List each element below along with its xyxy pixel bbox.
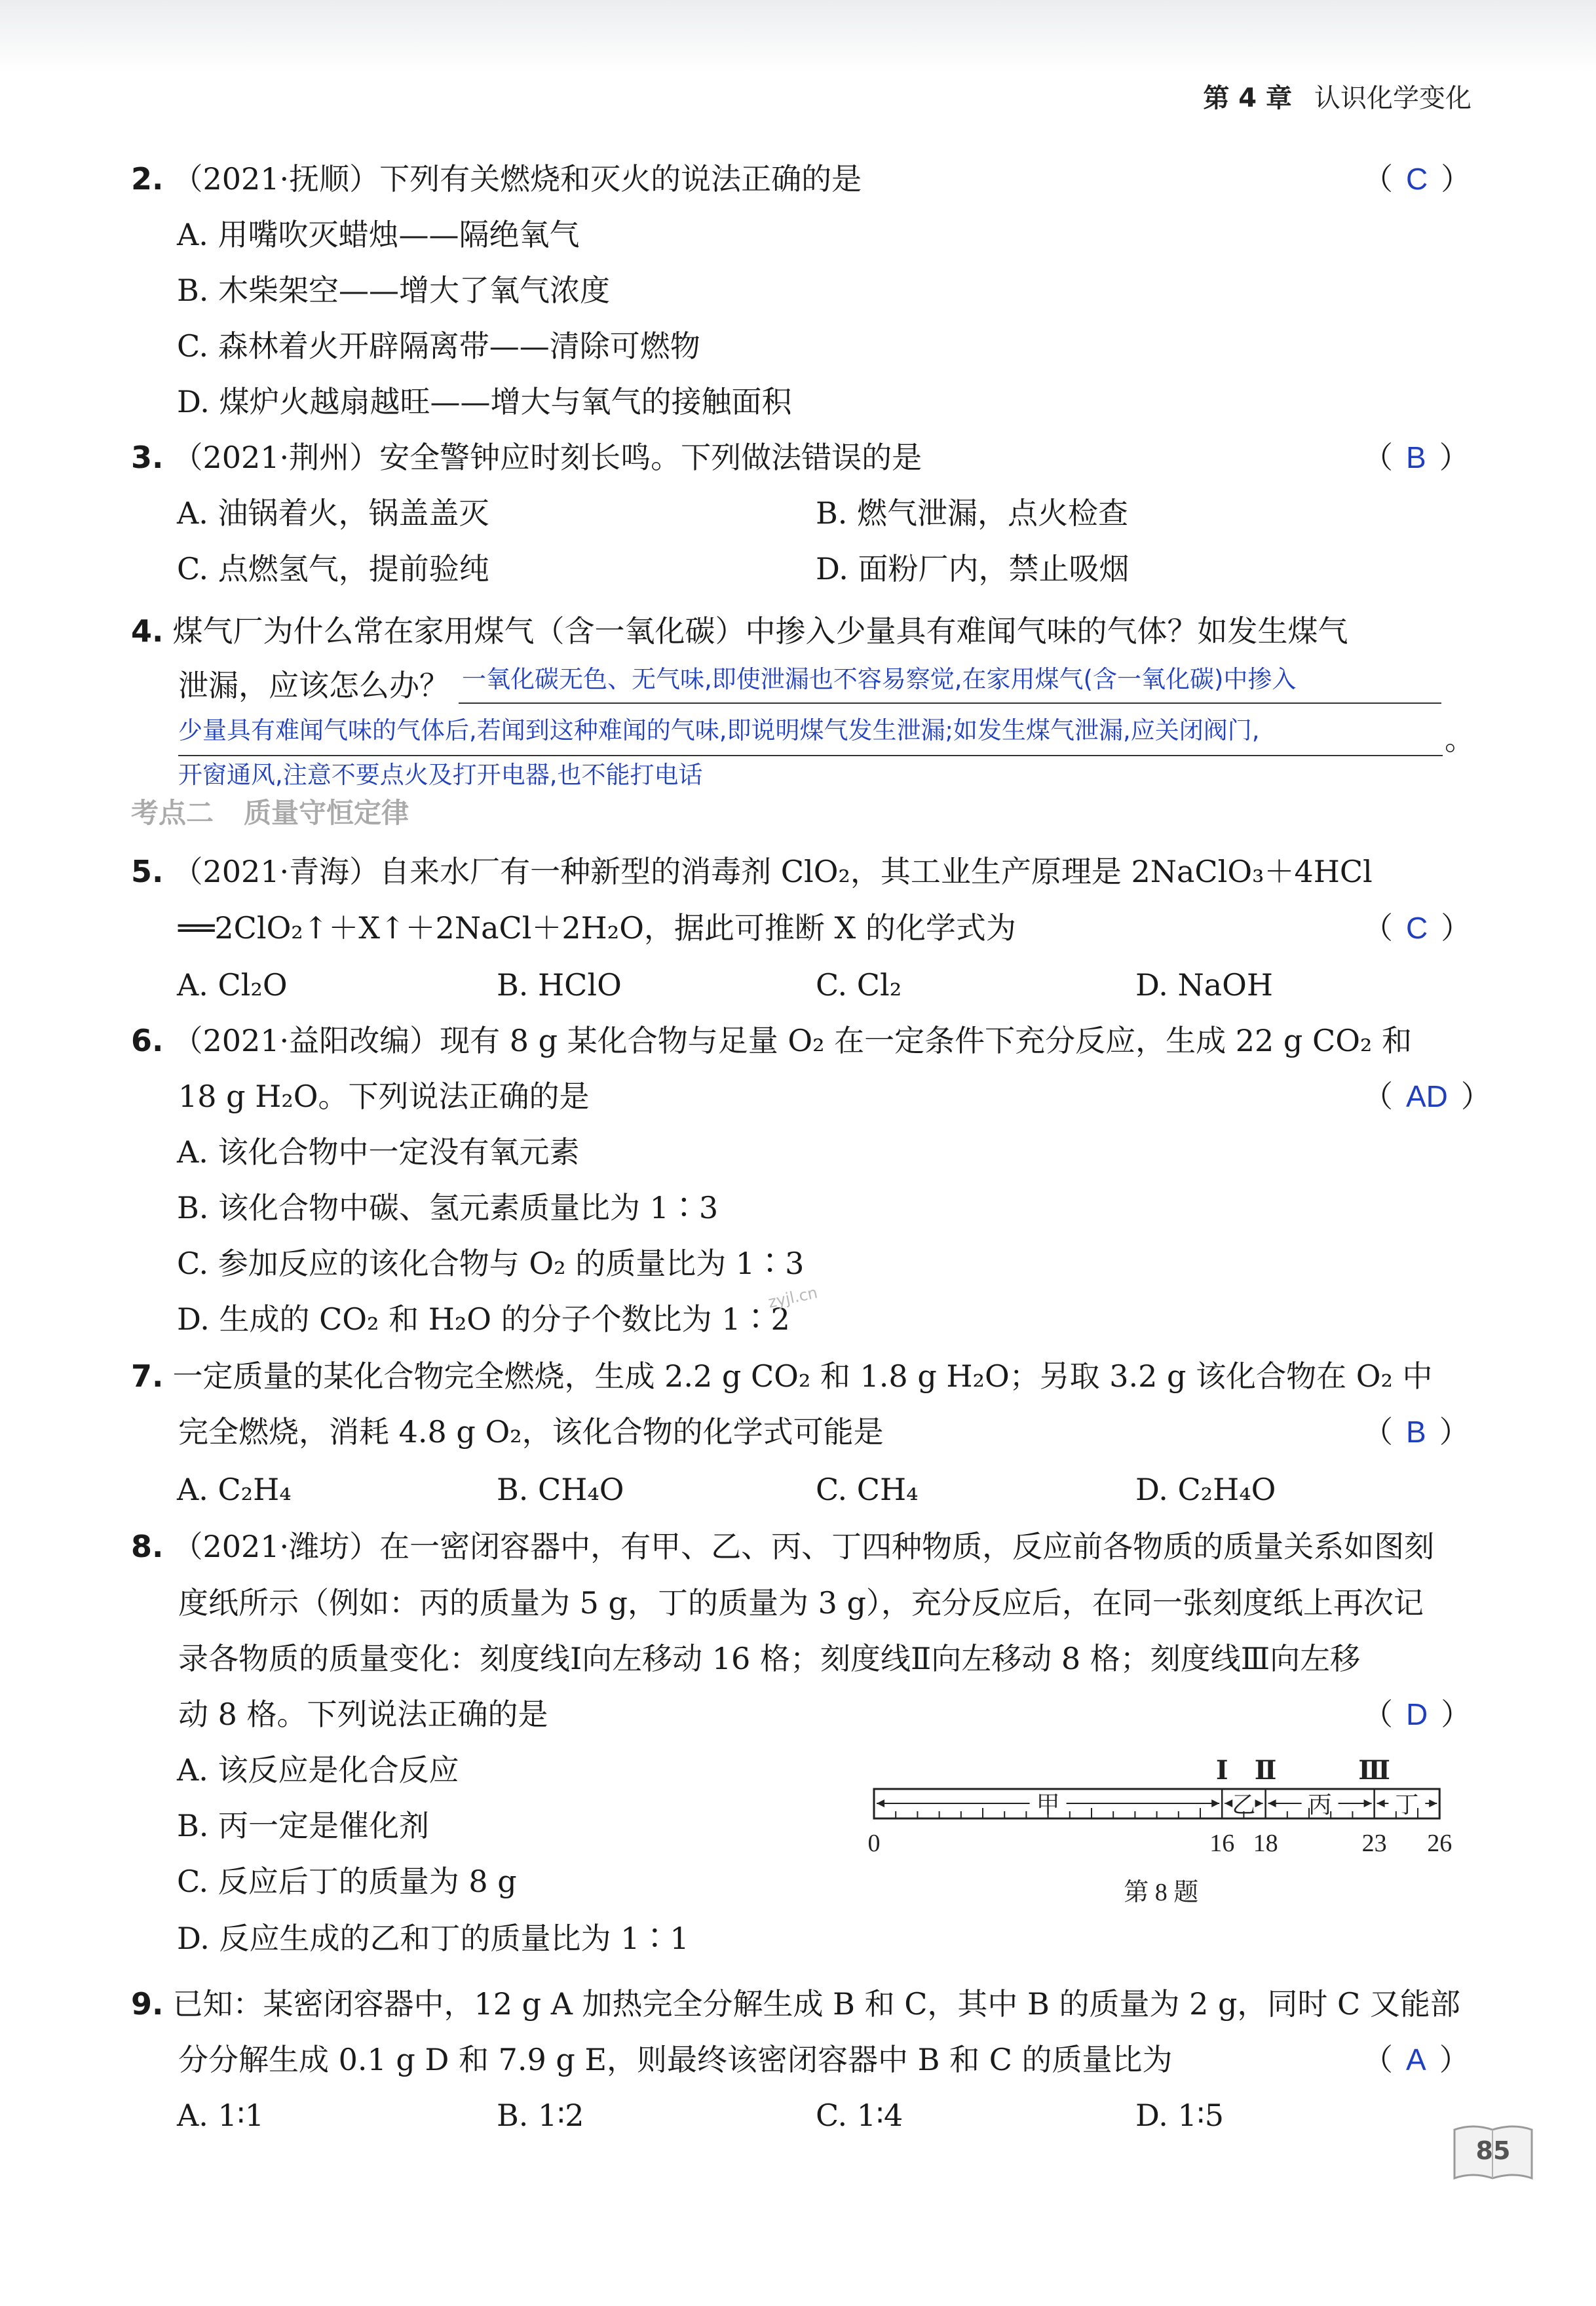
q5-text-1: （2021·青海）自来水厂有一种新型的消毒剂 ClO₂，其工业生产原理是 2NaClO₃＋4HCl — [172, 854, 1373, 889]
q7-option-b: B. CH₄O — [497, 1472, 624, 1507]
q5-line1 — [131, 853, 1373, 890]
page-number: 85 — [1475, 2136, 1511, 2165]
q4-period: 。 — [1445, 721, 1475, 757]
chapter-title: 认识化学变化 — [1314, 83, 1472, 113]
q5-option-a: A. Cl₂O — [177, 967, 288, 1003]
q7-line2: 完全燃烧，消耗 4.8 g O₂，该化合物的化学式可能是 — [178, 1414, 884, 1450]
chapter-header — [1203, 77, 1472, 115]
q9-option-d: D. 1∶5 — [1135, 2098, 1224, 2133]
q6-answer: （ AD ） — [1363, 1079, 1491, 1114]
q6-answer-value: AD — [1406, 1079, 1448, 1113]
segment-label: 甲 — [1036, 1792, 1060, 1818]
q8-line1 — [131, 1528, 1434, 1565]
segment-arrowhead — [877, 1799, 884, 1807]
q3-option-d: D. 面粉厂内，禁止吸烟 — [816, 551, 1130, 586]
q5-line2: ══2ClO₂↑＋X↑＋2NaCl＋2H₂O，据此可推断 X 的化学式为 — [178, 910, 1016, 946]
chapter-number: 第 4 章 — [1203, 83, 1292, 113]
segment-arrowhead — [1429, 1799, 1437, 1807]
page-number-badge — [1451, 2121, 1536, 2183]
segment-arrowhead — [1364, 1799, 1372, 1807]
segment-label: 丙 — [1308, 1792, 1332, 1818]
q7-answer: （ B ） — [1363, 1414, 1470, 1450]
q4-text-1: 煤气厂为什么常在家用煤气（含一氧化碳）中掺入少量具有难闻气味的气体？如发生煤气 — [172, 613, 1348, 649]
figure-caption: 第 8 题 — [1124, 1879, 1199, 1906]
segment-label: 丁 — [1395, 1792, 1419, 1818]
q7-option-c: C. CH₄ — [816, 1472, 919, 1507]
segment-arrowhead — [1255, 1799, 1263, 1807]
q8-answer-value: D — [1406, 1697, 1428, 1731]
q4-number: 4. — [131, 613, 164, 649]
q4-line2: 泄漏，应该怎么办？ — [178, 668, 449, 703]
q5-answer-value: C — [1406, 911, 1428, 945]
q8-option-b: B. 丙一定是催化剂 — [177, 1808, 430, 1843]
q3-stem — [131, 439, 922, 476]
q2-answer: （ C ） — [1363, 161, 1472, 197]
q9-text-1: 已知：某密闭容器中，12 g A 加热完全分解生成 B 和 C，其中 B 的质量为 2 g，同时 C 又能部 — [172, 1986, 1460, 2022]
q3-option-a: A. 油锅着火，锅盖盖灭 — [177, 495, 489, 531]
q9-answer: （ A ） — [1363, 2042, 1470, 2077]
q2-answer-value: C — [1406, 162, 1428, 196]
q8-line3: 录各物质的质量变化：刻度线Ⅰ向左移动 16 格；刻度线Ⅱ向左移动 8 格；刻度线Ⅲ向左移 — [178, 1641, 1361, 1676]
scale-tick-label: 23 — [1361, 1830, 1387, 1857]
watermark: zyjl.cn — [766, 1283, 820, 1312]
q3-option-c: C. 点燃氢气，提前验纯 — [177, 551, 489, 586]
q7-option-a: A. C₂H₄ — [177, 1472, 292, 1507]
q2-option-d: D. 煤炉火越扇越旺——增大与氧气的接触面积 — [177, 384, 792, 419]
q9-option-a: A. 1∶1 — [177, 2098, 264, 2133]
q7-line1 — [131, 1358, 1433, 1394]
q6-option-d: D. 生成的 CO₂ 和 H₂O 的分子个数比为 1∶2 — [177, 1301, 790, 1337]
q4-answer-underline-1 — [459, 702, 1441, 704]
q7-text-1: 一定质量的某化合物完全燃烧，生成 2.2 g CO₂ 和 1.8 g H₂O；另取 3.2 g 该化合物在 O₂ 中 — [172, 1358, 1433, 1394]
q4-handwritten-answer-3: 开窗通风,注意不要点火及打开电器,也不能打电话 — [178, 761, 703, 789]
q4-handwritten-answer-1: 一氧化碳无色、无气味,即使泄漏也不容易察觉,在家用煤气(含一氧化碳)中掺入 — [462, 665, 1297, 693]
q8-line2: 度纸所示（例如：丙的质量为 5 g，丁的质量为 3 g），充分反应后，在同一张刻度纸上再次记 — [178, 1585, 1424, 1621]
q9-line2: 分分解生成 0.1 g D 和 7.9 g E，则最终该密闭容器中 B 和 C 的质量比为 — [178, 2042, 1173, 2077]
q5-option-b: B. HClO — [497, 967, 622, 1003]
q8-answer: （ D ） — [1363, 1697, 1472, 1732]
q5-answer: （ C ） — [1363, 910, 1472, 946]
q5-option-d: D. NaOH — [1135, 967, 1273, 1003]
q2-text: （2021·抚顺）下列有关燃烧和灭火的说法正确的是 — [172, 161, 862, 197]
q6-text-1: （2021·益阳改编）现有 8 g 某化合物与足量 O₂ 在一定条件下充分反应，生成 22 g CO₂ 和 — [172, 1023, 1412, 1058]
q7-number: 7. — [131, 1358, 164, 1394]
q8-scale-figure — [867, 1740, 1481, 1923]
q7-option-d: D. C₂H₄O — [1135, 1472, 1276, 1507]
q6-option-c: C. 参加反应的该化合物与 O₂ 的质量比为 1∶3 — [177, 1246, 805, 1281]
q2-stem — [131, 161, 862, 197]
q6-number: 6. — [131, 1023, 164, 1058]
scale-marker: Ⅱ — [1254, 1756, 1277, 1785]
q8-option-a: A. 该反应是化合反应 — [177, 1752, 459, 1788]
q6-line1 — [131, 1022, 1412, 1059]
section-heading — [131, 792, 409, 831]
q6-line2: 18 g H₂O。下列说法正确的是 — [178, 1079, 590, 1114]
section-title: 质量守恒定律 — [244, 797, 409, 829]
segment-arrowhead — [1211, 1799, 1219, 1807]
q2-option-c: C. 森林着火开辟隔离带——清除可燃物 — [177, 328, 700, 364]
q5-number: 5. — [131, 854, 164, 889]
q4-line1 — [131, 613, 1348, 649]
q3-answer-value: B — [1406, 440, 1426, 474]
q9-option-c: C. 1∶4 — [816, 2098, 903, 2133]
q8-option-d: D. 反应生成的乙和丁的质量比为 1∶1 — [177, 1921, 689, 1956]
q2-option-b: B. 木柴架空——增大了氧气浓度 — [177, 273, 611, 308]
scale-tick-label: 18 — [1253, 1830, 1278, 1857]
q9-answer-value: A — [1406, 2043, 1426, 2077]
q8-option-c: C. 反应后丁的质量为 8 g — [177, 1864, 517, 1899]
q8-number: 8. — [131, 1529, 164, 1564]
q3-answer: （ B ） — [1363, 440, 1470, 475]
q2-number: 2. — [131, 161, 164, 197]
q8-text-1: （2021·潍坊）在一密闭容器中，有甲、乙、丙、丁四种物质，反应前各物质的质量关系如图刻 — [172, 1529, 1435, 1564]
q4-handwritten-answer-2: 少量具有难闻气味的气体后,若闻到这种难闻的气味,即说明煤气发生泄漏;如发生煤气泄漏,应关闭阀门, — [178, 716, 1260, 744]
q6-option-b: B. 该化合物中碳、氢元素质量比为 1∶3 — [177, 1190, 719, 1225]
scale-marker: Ⅲ — [1358, 1756, 1390, 1785]
q9-option-b: B. 1∶2 — [497, 2098, 584, 2133]
segment-arrowhead — [1377, 1799, 1385, 1807]
scale-tick-label: 16 — [1209, 1830, 1235, 1857]
q5-option-c: C. Cl₂ — [816, 967, 902, 1003]
scale-tick-label: 0 — [867, 1830, 881, 1857]
q7-answer-value: B — [1406, 1415, 1426, 1449]
q8-line4: 动 8 格。下列说法正确的是 — [178, 1697, 548, 1732]
q9-number: 9. — [131, 1986, 164, 2022]
scale-marker: Ⅰ — [1215, 1756, 1228, 1785]
segment-arrowhead — [1225, 1799, 1232, 1807]
q4-answer-underline-2 — [178, 755, 1443, 756]
q2-option-a: A. 用嘴吹灭蜡烛——隔绝氧气 — [177, 217, 580, 252]
segment-label: 乙 — [1232, 1792, 1256, 1818]
scan-shadow — [0, 0, 1596, 72]
segment-arrowhead — [1268, 1799, 1276, 1807]
q9-line1 — [131, 1986, 1460, 2022]
q3-number: 3. — [131, 440, 164, 475]
q3-option-b: B. 燃气泄漏，点火检查 — [816, 495, 1129, 531]
q3-text: （2021·荆州）安全警钟应时刻长鸣。下列做法错误的是 — [172, 440, 922, 475]
scale-tick-label: 26 — [1427, 1830, 1453, 1857]
q6-option-a: A. 该化合物中一定没有氧元素 — [177, 1134, 580, 1170]
section-label: 考点二 — [131, 797, 214, 829]
